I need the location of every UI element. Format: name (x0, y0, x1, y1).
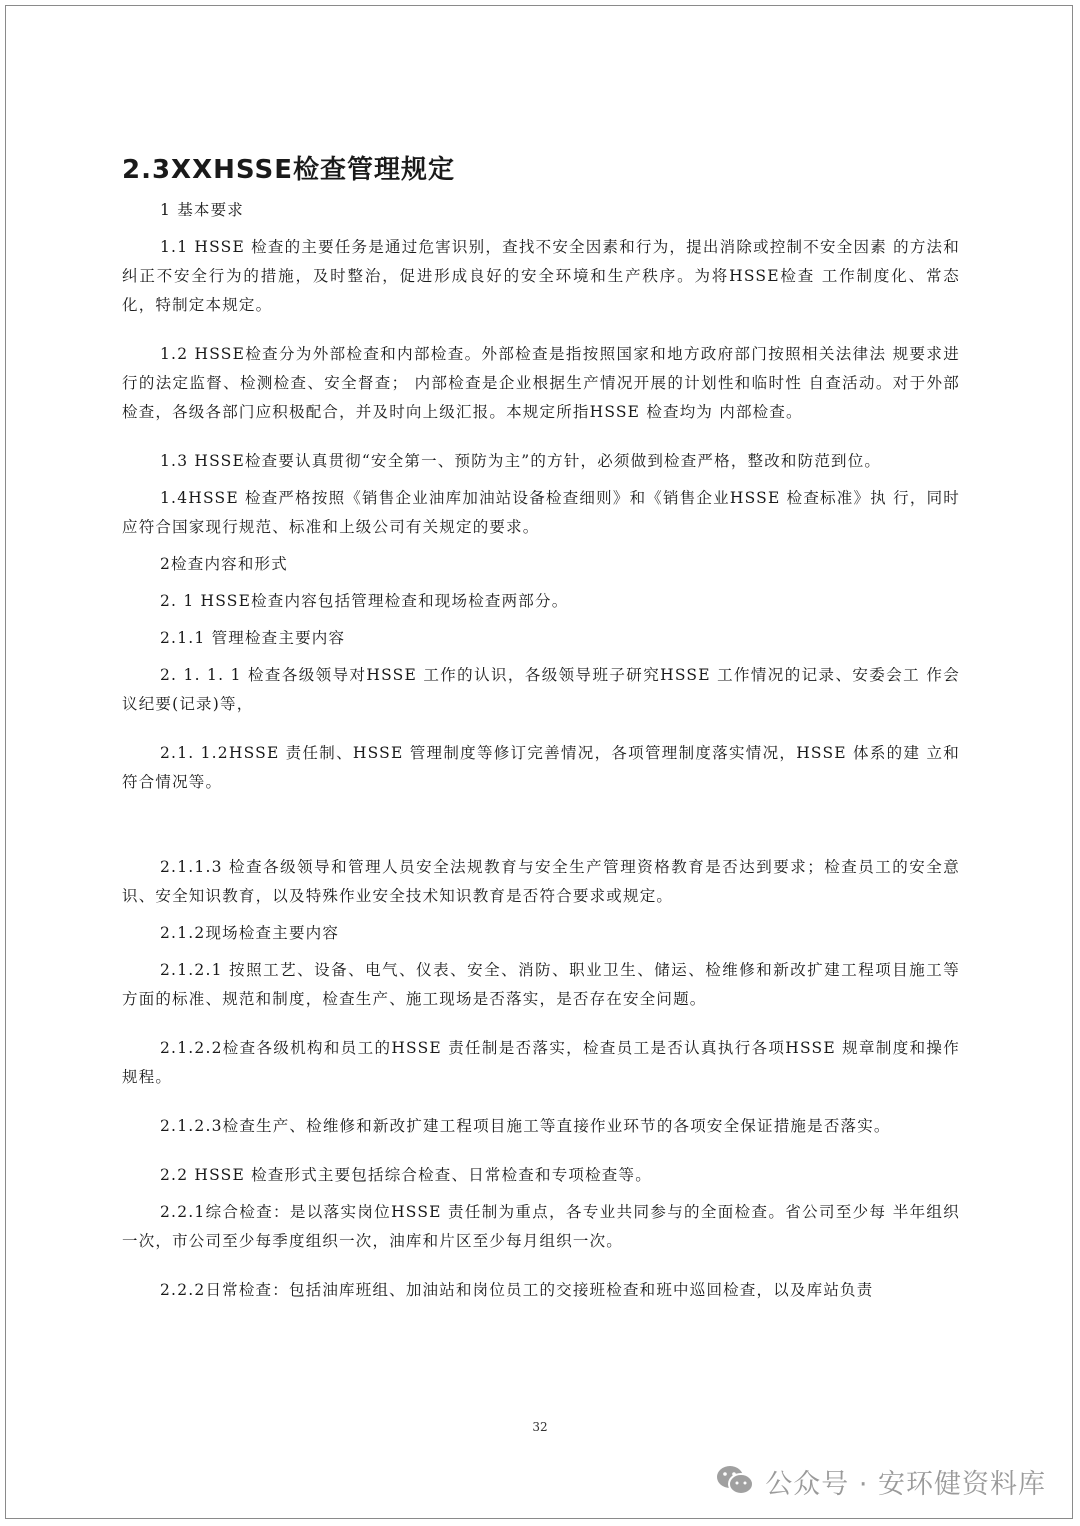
paragraph: 2.2 HSSE 检查形式主要包括综合检查、日常检查和专项检查等。 (160, 1166, 652, 1184)
subsection-heading: 2.1.2现场检查主要内容 (160, 924, 340, 942)
paragraph: 2.1.2.1 按照工艺、设备、电气、仪表、安全、消防、职业卫生、储运、检维修和新改扩建工程项目施工等方面的标准、规范和制度，检查生产、施工现场是否落实，是否存在安全问题。 (122, 961, 960, 1008)
paragraph: 1.1 HSSE 检查的主要任务是通过危害识别，查找不安全因素和行为，提出消除或控制不安全因素 的方法和纠正不安全行为的措施，及时整治，促进形成良好的安全环境和生产秩序。为将HSSE检查 工作制度化、常态化，特制定本规定。 (122, 238, 960, 314)
document-body (122, 150, 960, 1305)
paragraph: 2.1.2.2检查各级机构和员工的HSSE 责任制是否落实，检查员工是否认真执行各项HSSE 规章制度和操作规程。 (122, 1039, 960, 1086)
paragraph: 2.1.1.3 检查各级领导和管理人员安全法规教育与安全生产管理资格教育是否达到要求；检查员工的安全意识、安全知识教育，以及特殊作业安全技术知识教育是否符合要求或规定。 (122, 858, 960, 905)
paragraph: 2.1. 1.2HSSE 责任制、HSSE 管理制度等修订完善情况，各项管理制度落实情况，HSSE 体系的建 立和符合情况等。 (122, 744, 960, 791)
watermark-text: 公众号 · 安环健资料库 (765, 1468, 1046, 1500)
paragraph: 1.4HSSE 检查严格按照《销售企业油库加油站设备检查细则》和《销售企业HSSE 检查标准》执 行，同时应符合国家现行规范、标准和上级公司有关规定的要求。 (122, 489, 960, 536)
paragraph: 2. 1 HSSE检查内容包括管理检查和现场检查两部分。 (160, 592, 569, 610)
paragraph: 1.3 HSSE检查要认真贯彻“安全第一、预防为主”的方针，必须做到检查严格，整改和防范到位。 (160, 452, 882, 470)
section-heading: 1 基本要求 (160, 201, 244, 219)
paragraph: 2.2.2日常检查：包括油库班组、加油站和岗位员工的交接班检查和班中巡回检查，以及库站负责 (160, 1281, 874, 1299)
paragraph: 2.2.1综合检查：是以落实岗位HSSE 责任制为重点，各专业共同参与的全面检查。省公司至少每 半年组织一次，市公司至少每季度组织一次，油库和片区至少每月组织一次。 (122, 1203, 960, 1250)
page-number: 32 (532, 1420, 548, 1434)
subsection-heading: 2.1.1 管理检查主要内容 (160, 629, 346, 647)
paragraph: 2.1.2.3检查生产、检维修和新改扩建工程项目施工等直接作业环节的各项安全保证措施是否落实。 (160, 1117, 891, 1135)
document-title: 2.3XXHSSE检查管理规定 (122, 155, 455, 185)
watermark (715, 1458, 1046, 1504)
section-heading: 2检查内容和形式 (160, 555, 288, 573)
paragraph: 2. 1. 1. 1 检查各级领导对HSSE 工作的认识，各级领导班子研究HSSE 工作情况的记录、安委会工 作会议纪要(记录)等， (122, 666, 960, 713)
paragraph: 1.2 HSSE检查分为外部检查和内部检查。外部检查是指按照国家和地方政府部门按照相关法律法 规要求进行的法定监督、检测检查、安全督查； 内部检查是企业根据生产情况开展的计划性和临时性 自查活动。对于外部检查，各级各部门应积极配合，并及时向上级汇报。本规定所指HSSE 检查均为 内部检查。 (122, 345, 960, 421)
wechat-icon (715, 1464, 755, 1498)
